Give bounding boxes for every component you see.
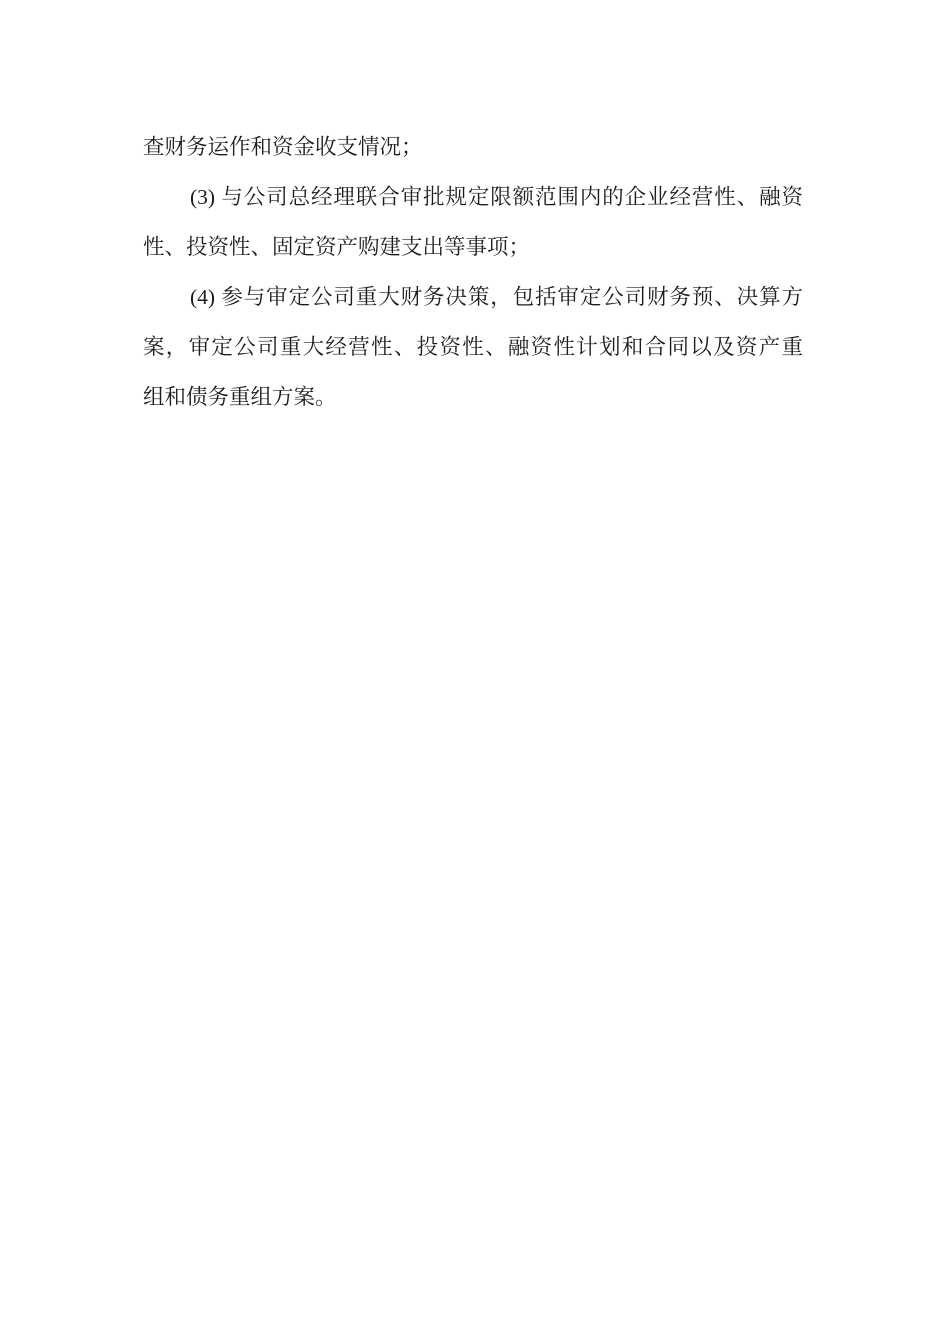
text-line: (4) 参与审定公司重大财务决策，包括审定公司财务预、决算方 [190, 285, 803, 309]
paragraph-continuation [143, 122, 803, 172]
text-line: 性、投资性、固定资产购建支出等事项； [143, 235, 531, 259]
text-line: (3) 与公司总经理联合审批规定限额范围内的企业经营性、融资 [190, 185, 803, 209]
text-line: 组和债务重组方案。 [143, 385, 337, 409]
document-body [143, 122, 803, 422]
paragraph-item-4 [143, 272, 803, 422]
text-line: 查财务运作和资金收支情况； [143, 135, 423, 159]
text-line: 案，审定公司重大经营性、投资性、融资性计划和合同以及资产重 [143, 335, 803, 359]
paragraph-item-3 [143, 172, 803, 272]
